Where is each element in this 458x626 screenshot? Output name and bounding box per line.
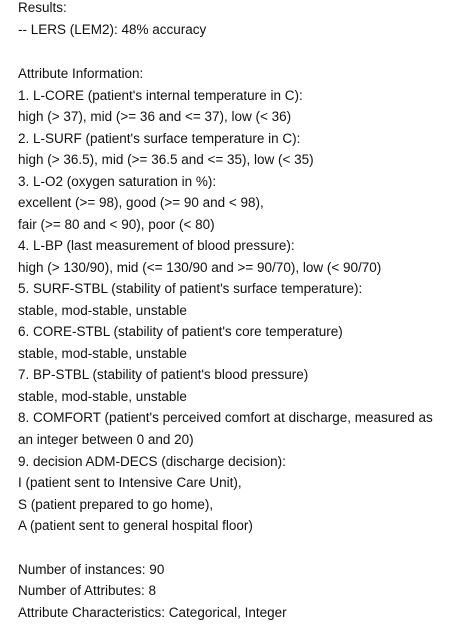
attribute-line: stable, mod-stable, unstable: [18, 389, 187, 404]
attribute-line: high (> 36.5), mid (>= 36.5 and <= 35), low (< 35): [18, 152, 314, 167]
results-heading: Results:: [18, 0, 67, 15]
attribute-line: 3. L-O2 (oxygen saturation in %):: [18, 174, 217, 189]
attribute-line: 8. COMFORT (patient's perceived comfort at discharge, measured as: [18, 410, 433, 425]
attribute-line: fair (>= 80 and < 90), poor (< 80): [18, 217, 215, 232]
results-lers-line: -- LERS (LEM2): 48% accuracy: [18, 22, 207, 37]
attribute-line: A (patient sent to general hospital floor): [18, 518, 253, 533]
summary-attributes: Number of Attributes: 8: [18, 583, 157, 598]
attribute-line: I (patient sent to Intensive Care Unit),: [18, 475, 242, 490]
summary-instances: Number of instances: 90: [18, 562, 165, 577]
attribute-line: an integer between 0 and 20): [18, 432, 194, 447]
attribute-line: high (> 130/90), mid (<= 130/90 and >= 90/70), low (< 90/70): [18, 260, 382, 275]
attribute-line: 9. decision ADM-DECS (discharge decision):: [18, 454, 286, 469]
summary-characteristics: Attribute Characteristics: Categorical, Integer: [18, 605, 287, 620]
attribute-line: 6. CORE-STBL (stability of patient's core temperature): [18, 324, 343, 339]
attribute-line: 7. BP-STBL (stability of patient's blood pressure): [18, 367, 309, 382]
attribute-line: 5. SURF-STBL (stability of patient's surface temperature):: [18, 281, 363, 296]
attribute-line: 1. L-CORE (patient's internal temperature in C):: [18, 88, 303, 103]
attribute-line: excellent (>= 98), good (>= 90 and < 98),: [18, 195, 264, 210]
attribute-line: stable, mod-stable, unstable: [18, 346, 187, 361]
attribute-line: stable, mod-stable, unstable: [18, 303, 187, 318]
attribute-line: S (patient prepared to go home),: [18, 497, 214, 512]
attribute-line: high (> 37), mid (>= 36 and <= 37), low (< 36): [18, 109, 292, 124]
attribute-info-heading: Attribute Information:: [18, 66, 144, 81]
attribute-line: 2. L-SURF (patient's surface temperature in C):: [18, 131, 301, 146]
attribute-line: 4. L-BP (last measurement of blood pressure):: [18, 238, 295, 253]
